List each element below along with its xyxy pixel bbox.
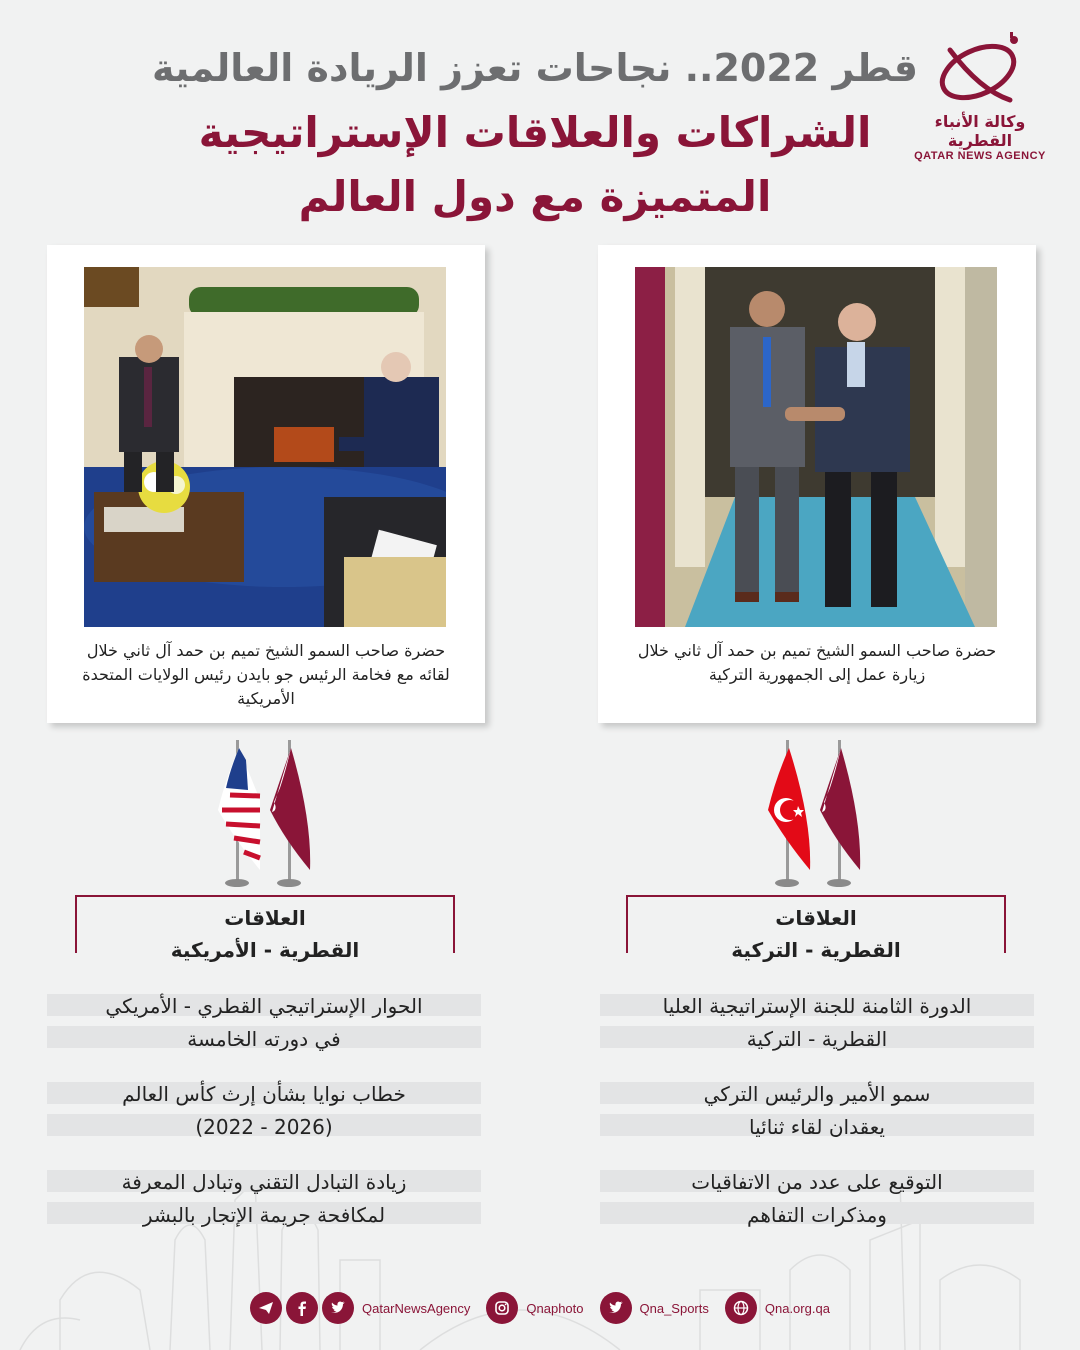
twitter-icon[interactable] <box>600 1292 632 1324</box>
item-line2: لمكافحة جريمة الإتجار بالبشر <box>142 1203 386 1227</box>
relations-title-line1: العلاقات <box>775 906 857 930</box>
relations-title-line1: العلاقات <box>224 906 306 930</box>
twitter-icon[interactable] <box>322 1292 354 1324</box>
item-line1: خطاب نوايا بشأن إرث كأس العالم <box>122 1082 406 1106</box>
headline-sub: المتميزة مع دول العالم <box>298 172 772 221</box>
item-line1: زيادة التبادل التقني وتبادل المعرفة <box>121 1170 407 1194</box>
relations-title-line2: القطرية - التركية <box>731 938 901 962</box>
list-item <box>600 1166 1034 1254</box>
list-item <box>600 990 1034 1078</box>
flags-usa-qatar <box>200 740 340 890</box>
list-item <box>47 1166 481 1254</box>
logo-english-name: QATAR NEWS AGENCY <box>914 150 1046 162</box>
item-line2: يعقدان لقاء ثنائيا <box>749 1115 885 1139</box>
item-line1: الدورة الثامنة للجنة الإستراتيجية العليا <box>662 994 972 1018</box>
relations-title-line2: القطرية - الأمريكية <box>170 938 360 962</box>
logo-arabic-name: وكالة الأنباء القطرية <box>934 112 1026 150</box>
list-item <box>47 1078 481 1166</box>
instagram-icon[interactable] <box>486 1292 518 1324</box>
handle-photo-label[interactable]: Qnaphoto <box>526 1300 584 1316</box>
item-line2: القطرية - التركية <box>746 1027 888 1051</box>
website-label[interactable]: Qna.org.qa <box>764 1300 830 1316</box>
caption-usa: حضرة صاحب السمو الشيخ تميم بن حمد آل ثاني خلال لقائه مع فخامة الرئيس جو بايدن رئيس الولايات المتحدة الأمريكية <box>82 641 450 708</box>
relations-title-usa <box>75 902 455 966</box>
item-line2: في دورته الخامسة <box>187 1027 341 1051</box>
photo-turkey-visit <box>635 267 997 627</box>
qatar-flag-icon <box>270 740 310 887</box>
globe-icon[interactable] <box>725 1292 757 1324</box>
handle-main-label[interactable]: QatarNewsAgency <box>362 1300 471 1316</box>
usa-flag-icon <box>218 740 260 887</box>
telegram-icon[interactable] <box>250 1292 282 1324</box>
qna-logo <box>900 30 1060 162</box>
qatar-flag-icon <box>820 740 860 887</box>
item-line1: التوقيع على عدد من الاتفاقيات <box>691 1170 943 1194</box>
headline-main: الشراكات والعلاقات الإستراتيجية <box>198 108 872 157</box>
headline-year: قطر 2022.. نجاحات تعزز الريادة العالمية <box>151 46 919 90</box>
relations-list-usa <box>47 990 481 1254</box>
facebook-icon[interactable] <box>286 1292 318 1324</box>
social-bar <box>250 1290 850 1326</box>
item-line2: ومذكرات التفاهم <box>747 1203 887 1227</box>
qna-emblem-icon <box>930 30 1030 110</box>
flags-turkey-qatar <box>750 740 890 890</box>
relations-list-turkey <box>600 990 1034 1254</box>
list-item <box>47 990 481 1078</box>
item-line2: (2026 - 2022) <box>195 1115 333 1139</box>
list-item <box>600 1078 1034 1166</box>
turkey-flag-icon <box>768 740 810 887</box>
item-line1: سمو الأمير والرئيس التركي <box>703 1082 931 1106</box>
caption-turkey: حضرة صاحب السمو الشيخ تميم بن حمد آل ثاني خلال زيارة عمل إلى الجمهورية التركية <box>637 641 997 684</box>
photo-card-usa <box>47 245 485 723</box>
item-line1: الحوار الإستراتيجي القطري - الأمريكي <box>105 994 423 1018</box>
photo-card-turkey <box>598 245 1036 723</box>
relations-title-turkey <box>626 902 1006 966</box>
photo-usa-meeting <box>84 267 446 627</box>
handle-sports-label[interactable]: Qna_Sports <box>639 1300 709 1316</box>
